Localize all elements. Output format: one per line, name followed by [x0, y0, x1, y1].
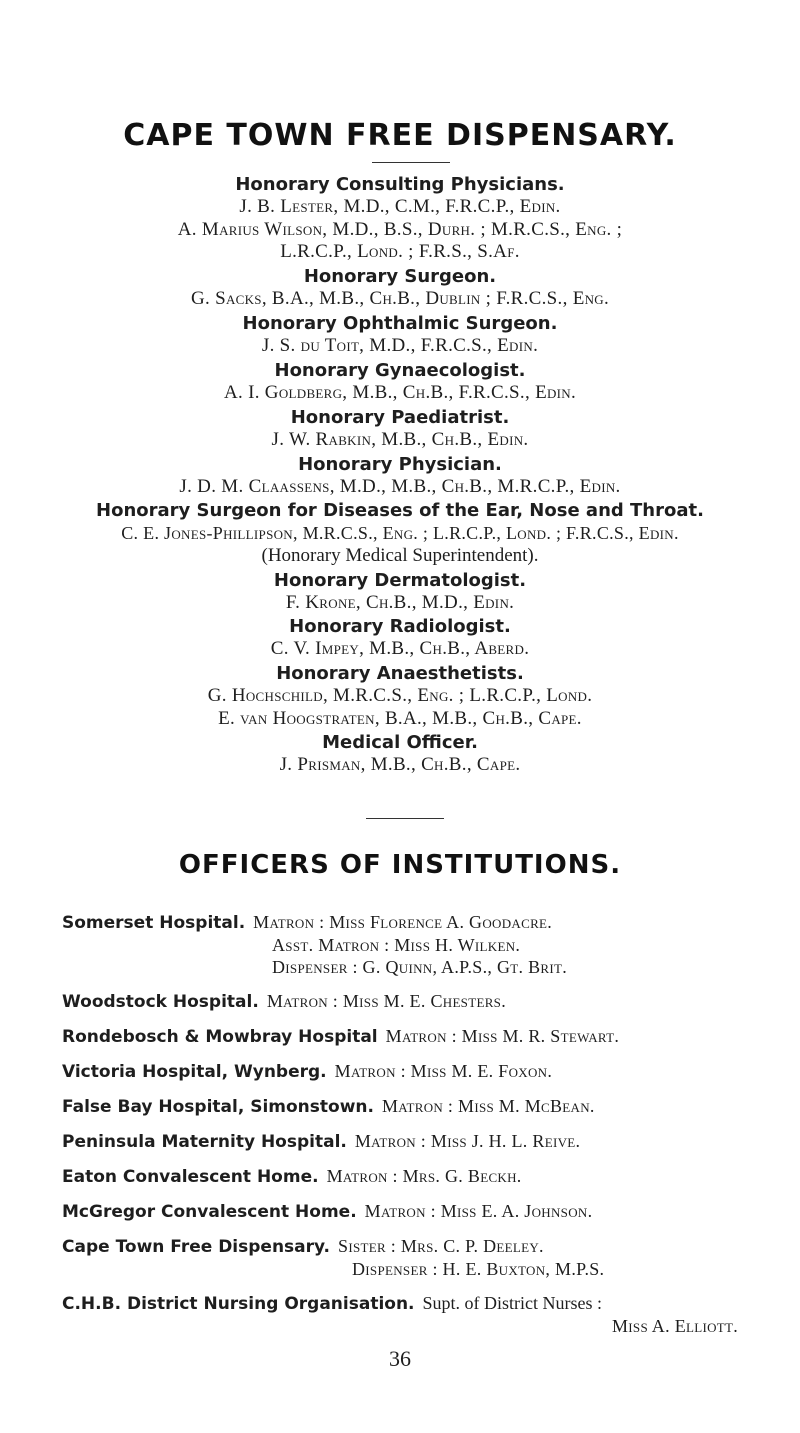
section-rule: [366, 818, 444, 819]
institution-detail: Matron : Miss M. E. Foxon.: [334, 1061, 553, 1081]
institution-mcgregor: [62, 1200, 592, 1223]
institution-rondebosch: [62, 1025, 619, 1048]
officers-title: OFFICERS OF INSTITUTIONS.: [178, 850, 622, 880]
institution-name: Victoria Hospital, Wynberg.: [62, 1062, 327, 1082]
heading-paediatrist: Honorary Paediatrist.: [290, 407, 510, 428]
institution-dispensary: [62, 1235, 544, 1258]
anaesthetist-1: G. Hochschild, M.R.C.S., Eng. ; L.R.C.P., Lond.: [207, 685, 593, 706]
institution-detail: Supt. of District Nurses :: [422, 1293, 603, 1313]
heading-gynaecologist: Honorary Gynaecologist.: [274, 360, 526, 381]
institution-chb-nursing: [62, 1292, 602, 1315]
institution-somerset: [62, 911, 552, 934]
institution-name: Rondebosch & Mowbray Hospital: [62, 1027, 378, 1047]
radiologist-1: C. V. Impey, M.B., Ch.B., Aberd.: [270, 638, 530, 659]
institution-name: Eaton Convalescent Home.: [62, 1167, 319, 1187]
institution-detail: Sister : Mrs. C. P. Deeley.: [338, 1236, 544, 1256]
heading-consulting-physicians: Honorary Consulting Physicians.: [235, 174, 565, 195]
title-rule: [372, 162, 450, 163]
institution-detail: Matron : Miss J. H. L. Reive.: [354, 1131, 581, 1151]
heading-anaesthetists: Honorary Anaesthetists.: [276, 663, 524, 684]
anaesthetist-2: E. van Hoogstraten, B.A., M.B., Ch.B., Cape.: [218, 708, 582, 729]
institution-woodstock: [62, 990, 506, 1013]
ent-surgeon-1: C. E. Jones-Phillipson, M.R.C.S., Eng. ; L.R.C.P., Lond. ; F.R.C.S., Edin.: [121, 523, 679, 543]
consulting-physician-2-cont: L.R.C.P., Lond. ; F.R.S., S.Af.: [280, 241, 520, 262]
institution-eaton: [62, 1165, 522, 1188]
ophthalmic-1: J. S. du Toit, M.D., F.R.C.S., Edin.: [261, 335, 539, 356]
institution-detail: Matron : Miss E. A. Johnson.: [364, 1201, 593, 1221]
institution-name: Woodstock Hospital.: [62, 992, 259, 1012]
institution-detail: Dispenser : G. Quinn, A.P.S., Gt. Brit.: [272, 957, 568, 977]
heading-ophthalmic: Honorary Ophthalmic Surgeon.: [242, 313, 558, 334]
paediatrist-1: J. W. Rabkin, M.B., Ch.B., Edin.: [271, 429, 529, 450]
institution-detail: Dispenser : H. E. Buxton, M.P.S.: [352, 1259, 605, 1279]
surgeon-1: G. Sacks, B.A., M.B., Ch.B., Dublin ; F.R.C.S., Eng.: [190, 288, 610, 309]
physician-1: J. D. M. Claassens, M.D., M.B., Ch.B., M.R.C.P., Edin.: [179, 476, 621, 497]
gynaecologist-1: A. I. Goldberg, M.B., Ch.B., F.R.C.S., Edin.: [223, 382, 577, 403]
institution-detail: Matron : Miss M. McBean.: [381, 1096, 595, 1116]
institution-peninsula: [62, 1130, 580, 1153]
institution-name: False Bay Hospital, Simonstown.: [62, 1097, 374, 1117]
institution-detail: Miss A. Elliott.: [612, 1316, 739, 1336]
institution-false-bay: [62, 1095, 595, 1118]
medical-officer-1: J. Prisman, M.B., Ch.B., Cape.: [279, 754, 521, 775]
institution-name: McGregor Convalescent Home.: [62, 1202, 357, 1222]
consulting-physician-1: J. B. Lester, M.D., C.M., F.R.C.P., Edin.: [239, 196, 561, 217]
ent-surgeon-note: (Honorary Medical Superintendent).: [261, 545, 539, 566]
page-number: 36: [389, 1346, 411, 1371]
consulting-physician-2: A. Marius Wilson, M.D., B.S., Durh. ; M.R.C.S., Eng. ;: [177, 219, 623, 240]
institution-name: Cape Town Free Dispensary.: [62, 1237, 331, 1257]
heading-medical-officer: Medical Officer.: [322, 732, 478, 753]
institution-detail: Matron : Miss M. R. Stewart.: [385, 1026, 620, 1046]
institution-detail: Matron : Miss Florence A. Goodacre.: [253, 912, 553, 932]
heading-radiologist: Honorary Radiologist.: [289, 616, 511, 637]
page-title: CAPE TOWN FREE DISPENSARY.: [123, 118, 677, 153]
heading-surgeon: Honorary Surgeon.: [303, 266, 497, 287]
heading-physician: Honorary Physician.: [298, 454, 502, 475]
institution-victoria: [62, 1060, 552, 1083]
institution-detail: Matron : Mrs. G. Beckh.: [326, 1166, 522, 1186]
heading-ent-surgeon: Honorary Surgeon for Diseases of the Ear, Nose and Throat.: [96, 500, 704, 521]
heading-dermatologist: Honorary Dermatologist.: [273, 570, 527, 591]
institution-detail: Asst. Matron : Miss H. Wilken.: [272, 935, 521, 955]
institution-name: C.H.B. District Nursing Organisation.: [62, 1294, 415, 1314]
dermatologist-1: F. Krone, Ch.B., M.D., Edin.: [285, 592, 515, 613]
institution-name: Peninsula Maternity Hospital.: [62, 1132, 347, 1152]
institution-detail: Matron : Miss M. E. Chesters.: [266, 991, 506, 1011]
institution-name: Somerset Hospital.: [62, 913, 246, 933]
